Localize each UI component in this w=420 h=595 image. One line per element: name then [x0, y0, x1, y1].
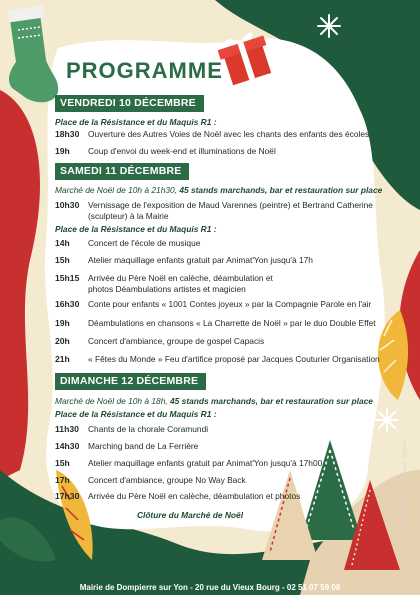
- event-time: 15h: [55, 458, 70, 468]
- event-description: « Fêtes du Monde » Feu d'artifice proposé par Jacques Couturier Organisation: [88, 354, 380, 364]
- market-info: [55, 396, 373, 406]
- event-time: 14h30: [55, 441, 80, 451]
- event-description: Marching band de La Ferrière: [88, 441, 199, 451]
- footer-contact: Mairie de Dompierre sur Yon - 20 rue du Vieux Bourg - 02 51 07 59 08: [79, 583, 341, 592]
- event-description: Chants de la chorale Coramundi: [88, 424, 209, 434]
- event-time: 21h: [55, 354, 70, 364]
- event-time: 10h30: [55, 200, 80, 210]
- event-time: 16h30: [55, 299, 80, 309]
- event-description: Vernissage de l'exposition de Maud Varennes (peintre) et Bertrand Catherine (sculpteur) à la Mairie: [88, 200, 373, 221]
- event-description: Atelier maquillage enfants gratuit par Animat'Yon jusqu'à 17h: [88, 255, 313, 265]
- event-time: 19h: [55, 318, 70, 328]
- day-header-dimanche: DIMANCHE 12 DÉCEMBRE: [55, 373, 206, 390]
- event-description: Conte pour enfants « 1001 Contes joyeux » par la Compagnie Parole en l'air: [88, 299, 372, 309]
- location-heading: Place de la Résistance et du Maquis R1 :: [55, 409, 217, 419]
- event-description: Atelier maquillage enfants gratuit par Animat'Yon jusqu'à 17h00: [88, 458, 323, 468]
- event-description: Concert d'ambiance, groupe de gospel Capacis: [88, 336, 265, 346]
- event-time: 11h30: [55, 424, 79, 434]
- event-description: Concert de l'école de musique: [88, 238, 201, 248]
- page-title: PROGRAMME: [66, 58, 223, 83]
- event-time: 19h: [55, 146, 70, 156]
- location-heading: Place de la Résistance et du Maquis R1 :: [55, 117, 217, 127]
- market-info: [55, 185, 382, 195]
- event-time: 18h30: [55, 129, 80, 139]
- agency-credit: Ne pas jeter sur la voie publique - Agence: [402, 438, 408, 540]
- event-time: 20h: [55, 336, 70, 346]
- location-heading: Place de la Résistance et du Maquis R1 :: [55, 224, 217, 234]
- event-description: Concert d'ambiance, groupe No Way Back: [88, 475, 246, 485]
- market-hours: Marché de Noël de 10h à 18h,: [55, 396, 171, 406]
- market-details: 45 stands marchands, bar et restauration sur place: [170, 396, 373, 406]
- event-description: Arrivée du Père Noël en calèche, déambulation et photos: [88, 491, 301, 501]
- day-header-samedi: SAMEDI 11 DÉCEMBRE: [55, 163, 189, 180]
- market-hours: Marché de Noël de 10h à 21h30,: [55, 185, 180, 195]
- event-description: Arrivée du Père Noël en calèche, déambulation et photos Déambulations artistes et magicien: [88, 273, 273, 294]
- event-time: 14h: [55, 238, 70, 248]
- snowflake-icon: [318, 15, 340, 37]
- day-header-vendredi: VENDREDI 10 DÉCEMBRE: [55, 95, 204, 112]
- event-description: Coup d'envoi du week-end et illuminations de Noël: [88, 146, 276, 156]
- event-time: 17h30: [55, 491, 80, 501]
- closing-note: Clôture du Marché de Noël: [136, 510, 244, 520]
- market-details: 45 stands marchands, bar et restauration sur place: [179, 185, 383, 195]
- event-time: 17h: [55, 475, 70, 485]
- event-description: Déambulations en chansons « La Charrette de Noël » par le duo Double Effet: [88, 318, 376, 328]
- event-description: Ouverture des Autres Voies de Noël avec les chants des enfants des écoles: [88, 129, 370, 139]
- event-time: 15h: [55, 255, 70, 265]
- event-time: 15h15: [55, 273, 80, 283]
